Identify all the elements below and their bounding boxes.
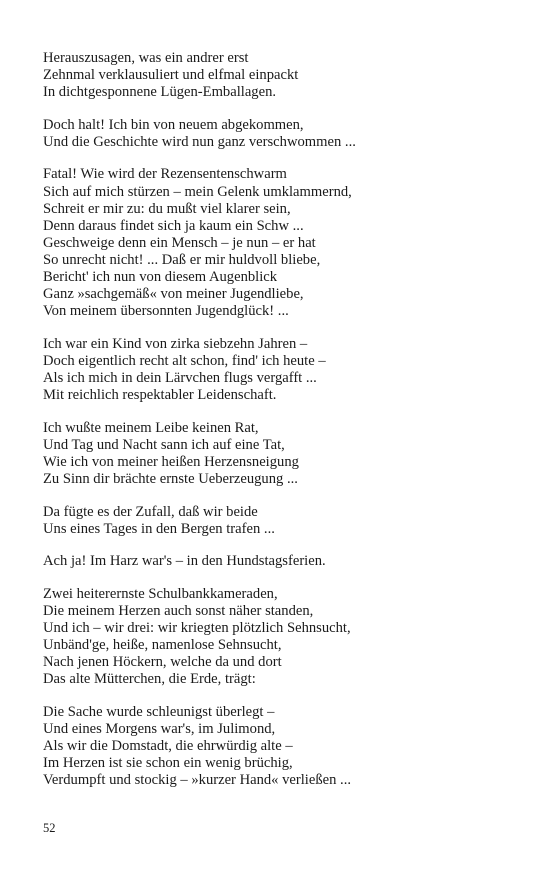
verse-line: Im Herzen ist sie schon ein wenig brüchig, — [43, 755, 293, 772]
verse-line: Ach ja! Im Harz war's – in den Hundstagsferien. — [43, 553, 326, 570]
verse-line: In dichtgesponnene Lügen-Emballagen. — [43, 84, 277, 101]
verse-line: Als wir die Domstadt, die ehrwürdig alte – — [43, 738, 293, 755]
verse-line: Nach jenen Höckern, welche da und dort — [43, 654, 282, 671]
verse-line: Und ich – wir drei: wir kriegten plötzlich Sehnsucht, — [43, 620, 351, 637]
stanza — [43, 504, 513, 538]
stanza — [43, 553, 513, 570]
verse-line: Fatal! Wie wird der Rezensentenschwarm — [43, 166, 287, 183]
stanza — [43, 166, 513, 320]
stanza — [43, 336, 513, 404]
stanza — [43, 586, 513, 689]
verse-line: Bericht' ich nun von diesem Augenblick — [43, 269, 278, 286]
verse-line: Zehnmal verklausuliert und elfmal einpackt — [43, 67, 299, 84]
stanza — [43, 420, 513, 488]
verse-line: Doch eigentlich recht alt schon, find' ich heute – — [43, 352, 326, 369]
verse-line: Mit reichlich respektabler Leidenschaft. — [43, 387, 277, 404]
verse-line: Das alte Mütterchen, die Erde, trägt: — [43, 671, 256, 688]
verse-line: Sich auf mich stürzen – mein Gelenk umklammernd, — [43, 183, 352, 200]
verse-line: Zu Sinn dir brächte ernste Ueberzeugung ... — [43, 470, 298, 487]
verse-line: Denn daraus findet sich ja kaum ein Schw ... — [43, 217, 304, 234]
verse-line: Und eines Morgens war's, im Julimond, — [43, 721, 276, 737]
verse-line: Geschweige denn ein Mensch – je nun – er hat — [43, 234, 316, 251]
verse-line: Ich war ein Kind von zirka siebzehn Jahren – — [43, 335, 308, 352]
stanza — [43, 704, 513, 789]
verse-line: Verdumpft und stockig – »kurzer Hand« verließen ... — [43, 772, 352, 789]
verse-line: Und Tag und Nacht sann ich auf eine Tat, — [43, 436, 285, 453]
verse-line: Die Sache wurde schleunigst überlegt – — [43, 703, 275, 720]
verse-line: Da fügte es der Zufall, daß wir beide — [43, 503, 258, 520]
verse-line: Doch halt! Ich bin von neuem abgekommen, — [43, 116, 304, 133]
verse-line: Ich wußte meinem Leibe keinen Rat, — [43, 419, 259, 436]
verse-line: Schreit er mir zu: du mußt viel klarer sein, — [43, 200, 291, 217]
verse-line: Die meinem Herzen auch sonst näher standen, — [43, 602, 314, 619]
verse-line: Uns eines Tages in den Bergen trafen ... — [43, 520, 275, 537]
verse-line: Herauszusagen, was ein andrer erst — [43, 50, 249, 66]
verse-line: Und die Geschichte wird nun ganz verschwommen ... — [43, 133, 356, 150]
verse-line: Von meinem übersonnten Jugendglück! ... — [43, 303, 289, 320]
verse-line: Zwei heiterernste Schulbankkameraden, — [43, 585, 278, 602]
poem-text — [43, 50, 513, 805]
verse-line: Unbänd'ge, heiße, namenlose Sehnsucht, — [43, 637, 282, 654]
stanza — [43, 117, 513, 151]
stanza — [43, 50, 513, 101]
verse-line: Ganz »sachgemäß« von meiner Jugendliebe, — [43, 286, 304, 303]
verse-line: Als ich mich in dein Lärvchen flugs vergafft ... — [43, 370, 317, 386]
page-number: 52 — [43, 821, 56, 835]
verse-line: So unrecht nicht! ... Daß er mir huldvoll bliebe, — [43, 251, 321, 268]
verse-line: Wie ich von meiner heißen Herzensneigung — [43, 453, 299, 470]
